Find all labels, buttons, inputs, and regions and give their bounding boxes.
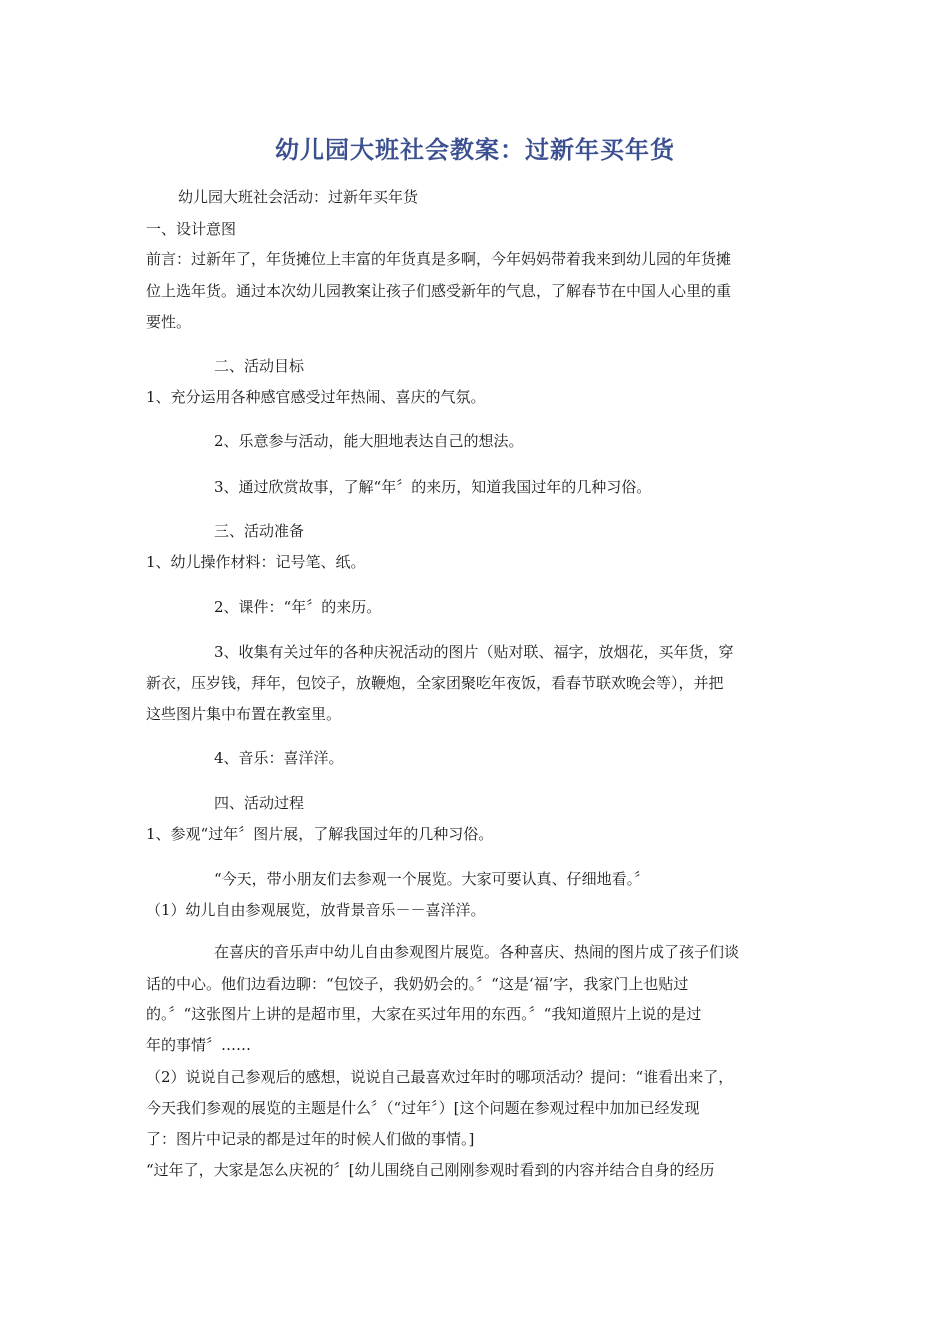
paragraph-line: 的。〞“这张图片上讲的是超市里，大家在买过年用的东西。〞“我知道照片上说的是过 (146, 1005, 702, 1023)
section-heading: 一、设计意图 (146, 220, 237, 238)
list-item: 1、参观“过年〞图片展，了解我国过年的几种习俗。 (146, 825, 494, 843)
paragraph-line: 今天我们参观的展览的主题是什么〞（“过年〞）[这个问题在参观过程中加加已经发现 (146, 1099, 700, 1117)
list-item: 4、音乐：喜洋洋。 (214, 749, 344, 767)
section-heading: 三、活动准备 (214, 522, 305, 540)
paragraph-line: 话的中心。他们边看边聊：“包饺子，我奶奶会的。〞“这是‘福’字，我家门上也贴过 (146, 975, 689, 993)
list-item: 3、通过欣赏故事，了解“年〞的来历，知道我国过年的几种习俗。 (214, 478, 652, 496)
list-item: 1、充分运用各种感官感受过年热闹、喜庆的气氛。 (146, 388, 486, 406)
list-item: （2）说说自己参观后的感想，说说自己最喜欢过年时的哪项活动？提问：“谁看出来了， (146, 1068, 734, 1086)
list-item: 3、收集有关过年的各种庆祝活动的图片（贴对联、福字，放烟花，买年货，穿 (214, 643, 734, 661)
paragraph-line: 在喜庆的音乐声中幼儿自由参观图片展览。各种喜庆、热闹的图片成了孩子们谈 (214, 943, 740, 961)
document-title: 幼儿园大班社会教案：过新年买年货 (275, 136, 675, 164)
paragraph-line: “过年了，大家是怎么庆祝的〞[幼儿围绕自己刚刚参观时看到的内容并结合自身的经历 (146, 1161, 715, 1179)
section-heading: 四、活动过程 (214, 794, 305, 812)
subtitle-line: 幼儿园大班社会活动：过新年买年货 (178, 188, 419, 206)
quote-line: “今天，带小朋友们去参观一个展览。大家可要认真、仔细地看。〞 (214, 870, 650, 888)
list-item: （1）幼儿自由参观展览，放背景音乐－－喜洋洋。 (146, 901, 486, 919)
paragraph-line: 要性。 (146, 313, 192, 331)
paragraph-line: 位上选年货。通过本次幼儿园教案让孩子们感受新年的气息，了解春节在中国人心里的重 (146, 282, 732, 300)
list-item: 2、课件：“年〞的来历。 (214, 598, 382, 616)
paragraph-line: 这些图片集中布置在教室里。 (146, 705, 342, 723)
paragraph-line: 了：图片中记录的都是过年的时候人们做的事情。] (146, 1130, 475, 1148)
paragraph-line: 前言：过新年了，年货摊位上丰富的年货真是多啊，今年妈妈带着我来到幼儿园的年货摊 (146, 250, 732, 268)
list-item: 2、乐意参与活动，能大胆地表达自己的想法。 (214, 432, 524, 450)
list-item: 1、幼儿操作材料：记号笔、纸。 (146, 553, 366, 571)
paragraph-line: 年的事情〞…… (146, 1036, 252, 1054)
section-heading: 二、活动目标 (214, 357, 305, 375)
paragraph-line: 新衣，压岁钱，拜年，包饺子，放鞭炮，全家团聚吃年夜饭，看春节联欢晚会等），并把 (146, 674, 724, 692)
